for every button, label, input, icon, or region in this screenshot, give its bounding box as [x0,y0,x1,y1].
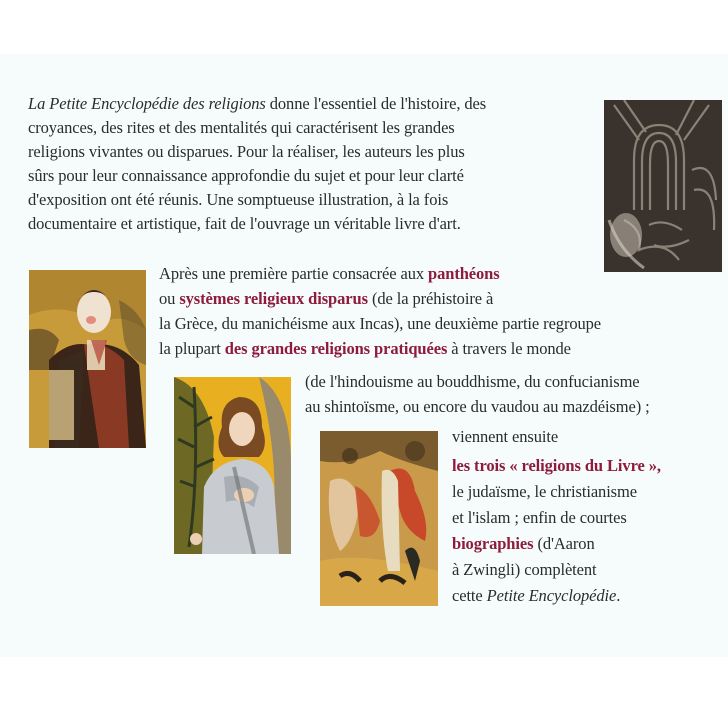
intro-line-6: documentaire et artistique, fait de l'ouvrage un véritable livre d'art. [28,214,461,233]
highlight-systemes: systèmes religieux disparus [179,289,368,308]
highlight-pantheons: panthéons [428,264,500,283]
intro-line-3: religions vivantes ou disparues. Pour la réaliser, les auteurs les plus [28,142,465,161]
intro-line-4: sûrs pour leur connaissance approfondie du sujet et pour leur clarté [28,166,464,185]
engraved-relief-image [604,100,722,272]
intro-line-5: d'exposition ont été réunis. Une somptueuse illustration, à la fois [28,190,449,209]
body-line-9: le judaïsme, le christianisme [452,482,637,501]
body-line-12: à Zwingli) complètent [452,560,597,579]
body-line-13: cette Petite Encyclopédie. [452,586,621,605]
intro-line-1: La Petite Encyclopédie des religions donne l'essentiel de l'histoire, des [28,94,487,113]
highlight-biographies: biographies [452,534,534,553]
body-line-6: au shintoïsme, ou encore du vaudou au mazdéisme) ; [305,397,650,416]
body-line-2: ou systèmes religieux disparus (de la préhistoire à [159,289,494,308]
body-line-8: les trois « religions du Livre », [452,456,661,475]
buddhist-monk-painting [29,270,146,448]
body-line-7: viennent ensuite [452,427,559,446]
angel-painting [174,377,291,554]
body-line-4: la plupart des grandes religions pratiquées à travers le monde [159,339,571,358]
highlight-grandes-religions: des grandes religions pratiquées [224,339,448,358]
body-line-11: biographies (d'Aaron [452,534,595,553]
highlight-religions-du-livre: les trois « religions du Livre » [452,456,657,475]
body-line-10: et l'islam ; enfin de courtes [452,508,627,527]
body-line-1: Après une première partie consacrée aux panthéons [159,264,500,283]
book-title: La Petite Encyclopédie des religions [28,94,266,113]
figures-painting [320,431,438,606]
body-line-5: (de l'hindouisme au bouddhisme, du confucianisme [305,372,640,391]
intro-line-2: croyances, des rites et des mentalités qui caractérisent les grandes [28,118,455,137]
body-line-3: la Grèce, du manichéisme aux Incas), une deuxième partie regroupe [159,314,602,333]
